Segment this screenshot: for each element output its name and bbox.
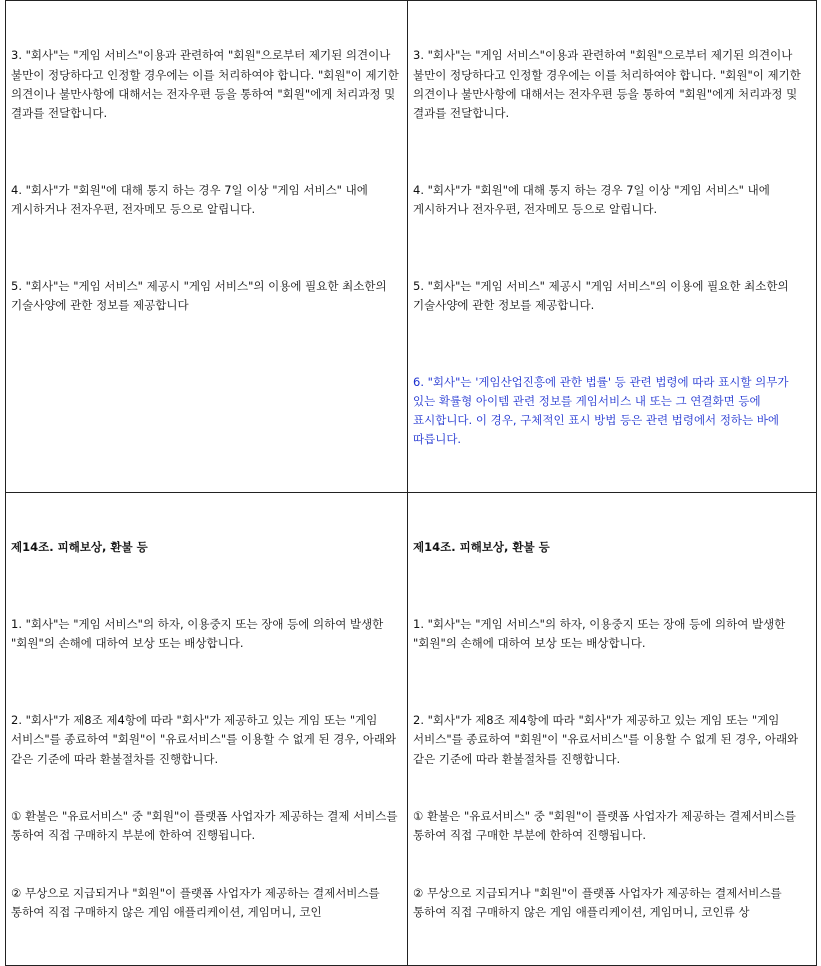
clause-2-text: 2. "회사"가 제8조 제4항에 따라 "회사"가 제공하고 있는 게임 또는 "게임 서비스"를 종료하여 "회원"이 "유료서비스"를 이용할 수 없게 된 경우, 아래와 같은 기준에 따라 환불절차를 진행합니다. <box>413 713 802 766</box>
article-14-heading: 제14조. 피해보상, 환불 등 <box>11 540 148 555</box>
clause-2-text: 2. "회사"가 제8조 제4항에 따라 "회사"가 제공하고 있는 게임 또는 "게임 서비스"를 종료하여 "회원"이 "유료서비스"를 이용할 수 없게 된 경우, 아래와 같은 기준에 따라 환불절차를 진행합니다. <box>11 713 400 766</box>
previous-terms-cell <box>6 493 408 966</box>
terms-comparison-table <box>5 0 817 966</box>
refund-item-2: ② 무상으로 지급되거나 "회원"이 플랫폼 사업자가 제공하는 결제서비스를 통하여 직접 구매하지 않은 게임 애플리케이션, 게임머니, 코인류 상 <box>413 886 786 920</box>
cell-content <box>11 8 401 354</box>
table-row <box>6 493 817 966</box>
clause-5-text: 5. "회사"는 "게임 서비스" 제공시 "게임 서비스"의 이용에 필요한 최소한의 기술사양에 관한 정보를 제공합니다 <box>11 278 391 313</box>
refund-item-1: ① 환불은 "유료서비스" 중 "회원"이 플랫폼 사업자가 제공하는 결제 서비스를 통하여 직접 구매하지 부분에 한하여 진행됩니다. <box>11 809 402 843</box>
cell-content <box>413 500 810 961</box>
clause-4-text: 4. "회사"가 "회원"에 대해 통지 하는 경우 7일 이상 "게임 서비스" 내에 게시하거나 전자우편, 전자메모 등으로 알립니다. <box>413 182 774 217</box>
revised-terms-cell <box>408 1 817 493</box>
clause-4-text: 4. "회사"가 "회원"에 대해 통지 하는 경우 7일 이상 "게임 서비스" 내에 게시하거나 전자우편, 전자메모 등으로 알립니다. <box>11 182 372 217</box>
cell-content <box>413 8 810 488</box>
cell-content <box>11 500 401 961</box>
clause-3-text: 3. "회사"는 "게임 서비스"이용과 관련하여 "회원"으로부터 제기된 의견이나 불만이 정당하다고 인정할 경우에는 이를 처리하여야 합니다. "회원"이 제기한 의견이나 불만사항에 대해서는 전자우편 등을 통하여 "회원"에게 처리과정 및 결과를 전달합니다. <box>11 48 403 121</box>
clause-3-text: 3. "회사"는 "게임 서비스"이용과 관련하여 "회원"으로부터 제기된 의견이나 불만이 정당하다고 인정할 경우에는 이를 처리하여야 합니다. "회원"이 제기한 의견이나 불만사항에 대해서는 전자우편 등을 통하여 "회원"에게 처리과정 및 결과를 전달합니다. <box>413 48 805 121</box>
clause-1-text: 1. "회사"는 "게임 서비스"의 하자, 이용중지 또는 장애 등에 의하여 발생한 "회원"의 손해에 대하여 보상 또는 배상합니다. <box>413 617 789 651</box>
clause-1-text: 1. "회사"는 "게임 서비스"의 하자, 이용중지 또는 장애 등에 의하여 발생한 "회원"의 손해에 대하여 보상 또는 배상합니다. <box>11 617 387 651</box>
article-14-heading: 제14조. 피해보상, 환불 등 <box>413 540 550 555</box>
table-row <box>6 1 817 493</box>
clause-5-text: 5. "회사"는 "게임 서비스" 제공시 "게임 서비스"의 이용에 필요한 최소한의 기술사양에 관한 정보를 제공합니다. <box>413 278 793 313</box>
revised-terms-cell <box>408 493 817 966</box>
added-clause-6-text: 6. "회사"는 '게임산업진흥에 관한 법률' 등 관련 법령에 따라 표시할 의무가 있는 확률형 아이템 관련 정보를 게임서비스 내 또는 그 연결화면 등에 표시합니다. 이 경우, 구체적인 표시 방법 등은 관련 법령에서 정하는 바에 따릅니다. <box>413 374 793 447</box>
previous-terms-cell <box>6 1 408 493</box>
refund-item-2: ② 무상으로 지급되거나 "회원"이 플랫폼 사업자가 제공하는 결제서비스를 통하여 직접 구매하지 않은 게임 애플리케이션, 게임머니, 코인 <box>11 886 384 920</box>
refund-item-1: ① 환불은 "유료서비스" 중 "회원"이 플랫폼 사업자가 제공하는 결제서비스를 통하여 직접 구매한 부분에 한하여 진행됩니다. <box>413 809 800 843</box>
